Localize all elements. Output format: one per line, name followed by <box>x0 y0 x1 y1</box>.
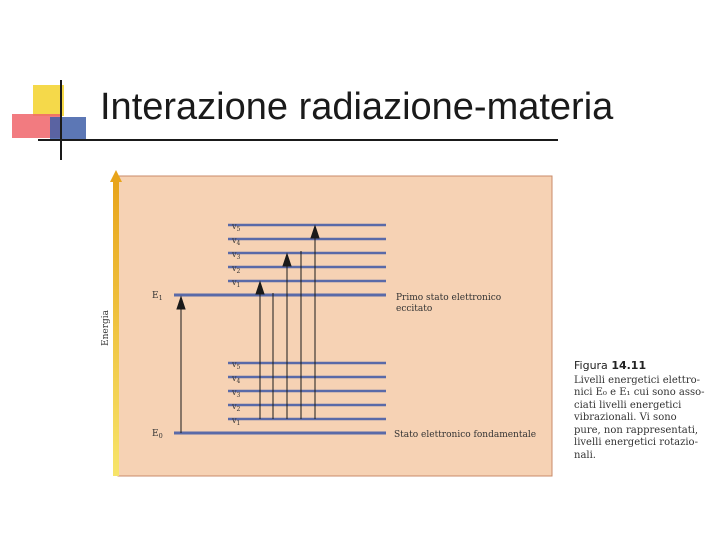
caption-figure-number: 14.11 <box>611 359 647 372</box>
caption-heading <box>574 360 714 373</box>
svg-text:v4: $v_4$ <box>232 236 241 247</box>
svg-text:v5: $v_5$ <box>232 222 241 233</box>
caption-line: ciati livelli energetici <box>574 399 682 411</box>
energy-axis <box>113 182 119 476</box>
caption-line: nali. <box>574 449 596 461</box>
ground-state-label: Stato elettronico fondamentale <box>394 430 537 440</box>
excited-state-label-line2: eccitato <box>396 304 433 314</box>
svg-text:v5: $v_5$ <box>232 360 241 371</box>
svg-text:v3: $v_3$ <box>232 388 241 399</box>
svg-text:v1: $v_1$ <box>232 416 241 427</box>
svg-text:v2: $v_2$ <box>232 264 241 275</box>
caption-line: nici E₀ e E₁ cui sono asso- <box>574 387 705 398</box>
caption-line: Livelli energetici elettro- <box>574 374 701 386</box>
svg-text:v4: $v_4$ <box>232 374 241 385</box>
decor-vertical-line <box>60 80 62 160</box>
level-label-E1: $E_1$ <box>152 291 163 302</box>
caption-line: pure, non rappresentati, <box>574 424 699 436</box>
svg-text:v2: $v_2$ <box>232 402 241 413</box>
decor-blue-square <box>50 117 86 141</box>
level-label-E0: $E_0$ <box>152 429 163 440</box>
decor-horizontal-line <box>38 139 558 141</box>
caption-line: vibrazionali. Vi sono <box>574 412 677 423</box>
svg-text:v1: $v_1$ <box>232 278 241 289</box>
figure-caption <box>574 360 714 462</box>
energy-axis-label: Energia <box>101 310 111 346</box>
caption-figure-word: Figura <box>574 359 608 372</box>
svg-text:v3: $v_3$ <box>232 250 241 261</box>
energy-level-diagram <box>96 168 556 480</box>
caption-line: livelli energetici rotazio- <box>574 437 698 448</box>
slide-title: Interazione radiazione-materia <box>100 86 614 128</box>
excited-state-label-line1: Primo stato elettronico <box>396 293 502 303</box>
